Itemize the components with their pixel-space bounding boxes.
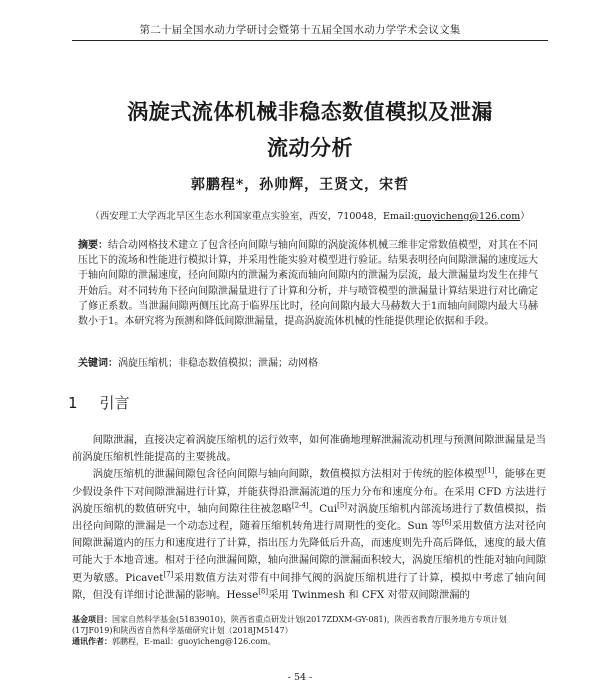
abstract-text: 结合动网格技术建立了包含径向间隙与轴向间隙的涡旋流体机械三维非定常数值模型，对其在不同压比下的流场和性能进行模拟计算，并采用性能实验对模型进行验证。结果表明径向间隙泄漏的速度远大于轴向间隙的泄漏速度，径向间隙内的泄漏为紊流而轴向间隙内的泄漏为层流，最大泄漏量均发生在排气开始后。对不同转角下径向间隙泄漏量进行了计算和分析，并与喷管模型的泄漏量计算结果进行对比确定了修正系数。当泄漏间隙两侧压比高于临界压比时，径向间隙内最大马赫数大于1而轴向间隙内最大马赫数小于1。本研究将为预测和降低间隙泄漏量，提高涡旋流体机械的性能提供理论依据和手段。: [78, 240, 538, 328]
para2-part-g: 采用 Twinmesh 和 CFX 对带双间隙泄漏的: [268, 588, 470, 601]
funding-note: [72, 614, 546, 636]
abstract: [78, 238, 538, 329]
para2-part-a: 涡旋压缩机的泄漏间隙包含径向间隙与轴向间隙，数值模拟方法相对于传统的腔体模型: [92, 468, 485, 481]
author-list: 郭鹏程*，孙帅辉，王贤文，宋哲: [190, 177, 410, 193]
keywords: [78, 356, 538, 371]
citation-ref: [1]: [484, 466, 495, 475]
citation-ref: [5]: [337, 501, 348, 510]
funding-label: 基金项目：: [72, 614, 112, 624]
para2-part-b: ，能够在更少假设条件下对间隙泄漏进行计算，并能获得沿泄漏流道的压力分布和速度分布。在采用 CFD 方法进行涡旋压缩机的数值研究中，轴向间隙往往被忽略: [72, 468, 547, 515]
keywords-text: 涡旋压缩机；非稳态数值模拟；泄漏；动网格: [118, 358, 318, 369]
body-text: [72, 432, 546, 604]
citation-ref: [6]: [441, 518, 452, 527]
paper-title: [60, 94, 560, 166]
paragraph-2: [72, 466, 546, 604]
page-number: - 54 -: [287, 672, 313, 683]
contact-note: [72, 636, 546, 647]
citation-ref: [8]: [258, 587, 269, 596]
footnotes: [72, 614, 546, 647]
section-heading: [68, 392, 130, 413]
running-header: 第二十届全国水动力学研讨会暨第十五届全国水动力学学术会议文集: [139, 24, 461, 36]
header-rule: [72, 40, 548, 41]
citation-ref: [7]: [163, 570, 174, 579]
section-title: 引言: [99, 394, 130, 412]
citation-ref: [2-4]: [291, 501, 309, 510]
para2-part-f: 采用数值方法对带有中间排气阀的涡旋压缩机进行了计算，模拟中考虑了轴向间隙，但没有详细讨论泄漏的影响。Hesse: [72, 571, 546, 601]
para2-part-d: 对涡旋压缩机内部流场进行了数值模拟，指出径向间隙的泄漏是一个动态过程，随着压缩机转角进行周期性的变化。Sun 等: [72, 502, 547, 533]
funding-text: 国家自然科学基金(51839010)，陕西省重点研发计划(2017ZDXM-GY-081)，陕西省教育厅服务地方专项计划(17JF019)和陕西省自然科学基础研究计划（2018JM5147）: [72, 615, 507, 635]
abstract-label: 摘要：: [78, 240, 108, 251]
affiliation: [60, 208, 560, 222]
para2-part-e: 采用数值方法对径向间隙泄漏道内的压力和速度进行了计算，指出压力先降低后升高，而速度则先升高后降低，速度的最大值可能大于本地音速。相对于径向泄漏间隙，轴向泄漏间隙的泄漏面积较大，涡旋压缩机的性能对轴向间隙更为敏感。Picavet: [72, 520, 547, 584]
section-number: 1: [68, 394, 78, 412]
affiliation-close: ）: [520, 211, 530, 222]
contact-label: 通讯作者：: [72, 636, 112, 646]
title-line-2: 流动分析: [267, 136, 353, 160]
title-line-1: 涡旋式流体机械非稳态数值模拟及泄漏: [127, 100, 493, 124]
affiliation-text: （西安理工大学西北旱区生态水利国家重点实验室，西安，710048，Email:: [90, 211, 414, 222]
keywords-label: 关键词：: [78, 358, 118, 369]
paragraph-1: 间隙泄漏，直接决定着涡旋压缩机的运行效率，如何准确地理解泄漏流动机理与预测间隙泄漏量是当前涡旋压缩机性能提高的主要挑战。: [72, 434, 546, 464]
para2-part-c: 。Cui: [308, 502, 338, 515]
contact-text: 郭鹏程，E-mail：guoyicheng@126.com。: [112, 637, 276, 646]
affiliation-email: guoyicheng@126.com: [413, 211, 521, 222]
